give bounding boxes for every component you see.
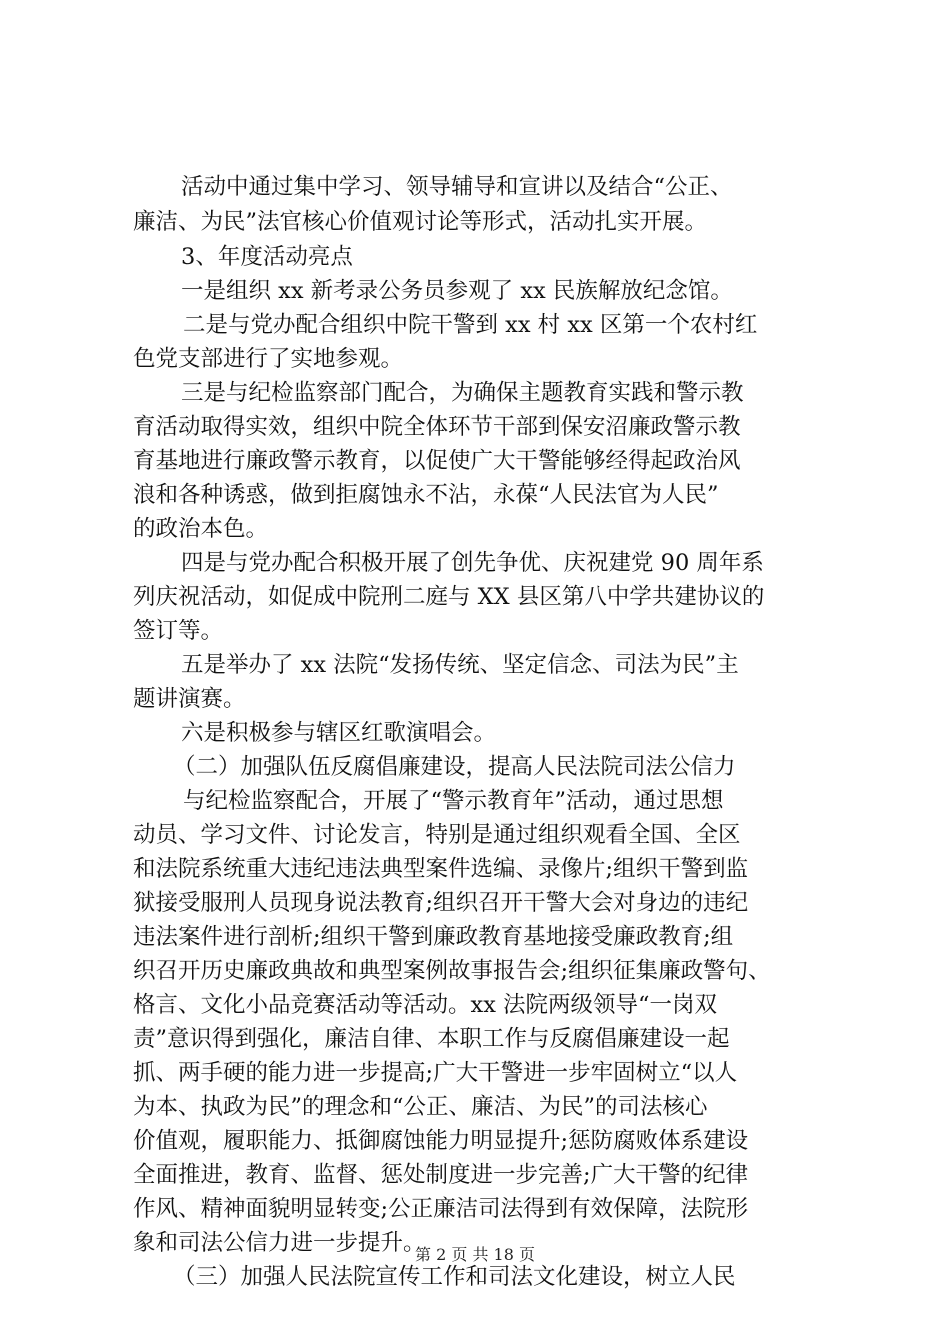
text-line: 作风、精神面貌明显转变;公正廉洁司法得到有效保障，法院形 (133, 1196, 749, 1222)
text-line: 四是与党办配合积极开展了创先争优、庆祝建党 90 周年系 (181, 550, 764, 576)
text-line: 抓、两手硬的能力进一步提高;广大干警进一步牢固树立“以人 (133, 1060, 738, 1086)
text-line: 题讲演赛。 (133, 686, 246, 712)
text-line: 与纪检监察配合，开展了“警示教育年”活动，通过思想 (183, 788, 724, 814)
text-line: 违法案件进行剖析;组织干警到廉政教育基地接受廉政教育;组 (133, 924, 734, 950)
text-line: 和法院系统重大违纪违法典型案件选编、录像片;组织干警到监 (133, 856, 749, 882)
text-line: 价值观，履职能力、抵御腐蚀能力明显提升;惩防腐败体系建设 (133, 1128, 749, 1154)
text-line: 签订等。 (133, 618, 224, 644)
text-line: 一是组织 xx 新考录公务员参观了 xx 民族解放纪念馆。 (181, 278, 733, 304)
text-line: 狱接受服刑人员现身说法教育;组织召开干警大会对身边的违纪 (133, 890, 749, 916)
section-heading: （三）加强人民法院宣传工作和司法文化建设，树立人民 (173, 1264, 736, 1290)
text-line: 廉洁、为民”法官核心价值观讨论等形式，活动扎实开展。 (133, 209, 708, 235)
text-line: 责”意识得到强化，廉洁自律、本职工作与反腐倡廉建设一起 (133, 1026, 730, 1052)
text-line: 织召开历史廉政典故和典型案例故事报告会;组织征集廉政警句、 (133, 958, 771, 984)
text-line: 五是举办了 xx 法院“发扬传统、坚定信念、司法为民”主 (181, 652, 739, 678)
text-line: 全面推进，教育、监督、惩处制度进一步完善;广大干警的纪律 (133, 1162, 749, 1188)
section-heading: （二）加强队伍反腐倡廉建设，提高人民法院司法公信力 (173, 754, 736, 780)
text-line: 象和司法公信力进一步提升。 (133, 1230, 426, 1256)
page-footer: 第 2 页 共 18 页 (415, 1245, 535, 1264)
text-line: 六是积极参与辖区红歌演唱会。 (181, 720, 497, 746)
text-line: 色党支部进行了实地参观。 (133, 346, 404, 372)
text-line: 浪和各种诱惑，做到拒腐蚀永不沾，永葆“人民法官为人民” (133, 482, 719, 508)
text-line: 三是与纪检监察部门配合，为确保主题教育实践和警示教 (181, 380, 744, 406)
text-line: 格言、文化小品竞赛活动等活动。xx 法院两级领导“一岗双 (133, 992, 718, 1018)
text-line: 二是与党办配合组织中院干警到 xx 村 xx 区第一个农村红 (183, 312, 758, 338)
text-line: 育基地进行廉政警示教育，以促使广大干警能够经得起政治风 (133, 448, 741, 474)
text-line: 活动中通过集中学习、领导辅导和宣讲以及结合“公正、 (181, 174, 733, 200)
text-line: 育活动取得实效，组织中院全体环节干部到保安沼廉政警示教 (133, 414, 741, 440)
text-line: 的政治本色。 (133, 516, 269, 542)
text-line: 列庆祝活动，如促成中院刑二庭与 XX 县区第八中学共建协议的 (133, 584, 765, 610)
text-line: 3、年度活动亮点 (181, 244, 353, 270)
text-line: 为本、执政为民”的理念和“公正、廉洁、为民”的司法核心 (133, 1094, 708, 1120)
text-line: 动员、学习文件、讨论发言，特别是通过组织观看全国、全区 (133, 822, 741, 848)
